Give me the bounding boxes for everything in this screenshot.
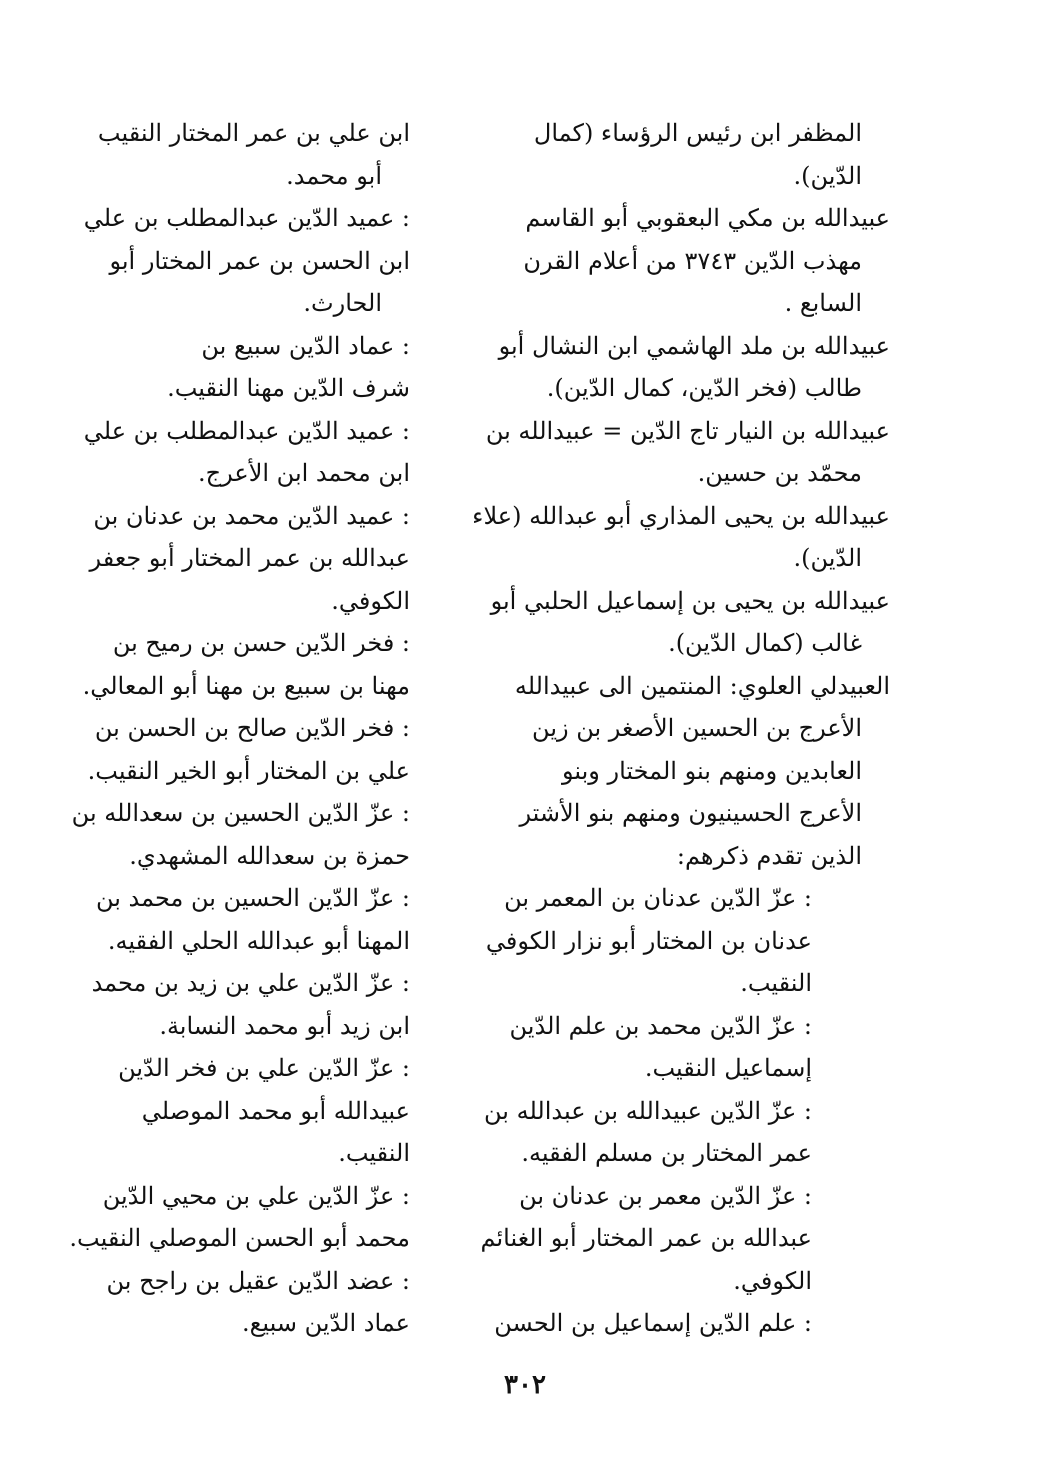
text-line: مهذب الدّين ٣٧٤٣ من أعلام القرن (523, 246, 862, 275)
text-line: الكوفي. (331, 586, 410, 615)
text-line: أبو محمد. (286, 161, 382, 190)
text-line: العابدين ومنهم بنو المختار وبنو (561, 756, 862, 785)
text-line: العبيدلي العلوي: المنتمين الى عبيدالله (514, 671, 890, 700)
text-line: الذين تقدم ذكرهم: (676, 841, 862, 870)
text-line: عبدالله بن عمر المختار أبو جعفر (89, 544, 410, 572)
text-line: : عضد الدّين عقيل بن راجح بن (106, 1266, 410, 1295)
text-line: عبيدالله بن يحيى المذاري أبو عبدالله (علاء (472, 501, 890, 530)
text-line: غالب (كمال الدّين). (668, 629, 862, 657)
text-line: ابن زيد أبو محمد النسابة. (159, 1011, 410, 1040)
text-line: الدّين). (793, 161, 862, 190)
text-line: ابن محمد ابن الأعرج. (198, 459, 410, 487)
text-line: : فخر الدّين صالح بن الحسن بن (94, 714, 410, 742)
text-line: المظفر ابن رئيس الرؤساء (كمال (533, 119, 862, 147)
text-line: النقيب. (338, 1139, 410, 1167)
text-line: : عزّ الدّين علي بن فخر الدّين (118, 1054, 410, 1082)
text-line: إسماعيل النقيب. (644, 1054, 812, 1082)
text-line: مهنا بن سبيع بن مهنا أبو المعالي. (82, 671, 410, 700)
text-line: عبيدالله أبو محمد الموصلي (141, 1096, 410, 1125)
text-line: : عزّ الدّين الحسين بن محمد بن (95, 884, 410, 912)
text-line: طالب (فخر الدّين، كمال الدّين). (546, 374, 862, 402)
text-line: الحارث. (303, 289, 382, 317)
text-line: ابن الحسن بن عمر المختار أبو (109, 246, 410, 275)
text-line: الكوفي. (733, 1266, 812, 1295)
text-line: الأعرج الحسينيون ومنهم بنو الأشتر (519, 799, 862, 827)
text-line: السابع . (784, 289, 862, 317)
text-line: حمزة بن سعدالله المشهدي. (129, 841, 410, 870)
text-line: : عميد الدّين عبدالمطلب بن علي (83, 416, 410, 445)
text-line: محمّد بن حسين. (697, 459, 862, 487)
left-column (69, 112, 410, 1345)
text-line: عبيدالله بن مكي البعقوبي أبو القاسم (525, 204, 890, 232)
text-line: : عزّ الدّين الحسين بن سعدالله بن (71, 799, 410, 827)
text-line: : عميد الدّين محمد بن عدنان بن (93, 501, 410, 530)
text-line: : فخر الدّين حسن بن رميح بن (112, 629, 410, 657)
text-line: : علم الدّين إسماعيل بن الحسن (494, 1309, 812, 1337)
right-column (472, 112, 890, 1345)
text-line: : عزّ الدّين علي بن محيي الدّين (102, 1181, 410, 1210)
text-line: الدّين). (793, 544, 862, 572)
text-line: محمد أبو الحسن الموصلي النقيب. (69, 1224, 410, 1252)
text-line: : عزّ الدّين علي بن زيد بن محمد (91, 969, 410, 997)
text-line: : عزّ الدّين عدنان بن المعمر بن (504, 884, 812, 912)
text-line: : عزّ الدّين عبيدالله بن عبدالله بن (484, 1096, 812, 1125)
text-line: علي بن المختار أبو الخير النقيب. (87, 756, 410, 785)
text-line: شرف الدّين مهنا النقيب. (167, 374, 410, 402)
text-line: : عزّ الدّين معمر بن عدنان بن (519, 1181, 812, 1210)
text-line: ابن علي بن عمر المختار النقيب (97, 119, 410, 147)
text-line: : عزّ الدّين محمد بن علم الدّين (509, 1011, 812, 1040)
text-line: الأعرج بن الحسين الأصغر بن زين (532, 714, 862, 742)
text-line: النقيب. (740, 969, 812, 997)
text-line: عبيدالله بن يحيى بن إسماعيل الحلبي أبو (490, 586, 890, 615)
text-line: عبيدالله بن ملد الهاشمي ابن النشال أبو (498, 331, 890, 360)
text-line: عماد الدّين سبيع. (242, 1309, 410, 1337)
text-line: : عماد الدّين سبيع بن (201, 331, 410, 360)
text-line: عمر المختار بن مسلم الفقيه. (521, 1139, 812, 1167)
text-line: عدنان بن المختار أبو نزار الكوفي (485, 926, 812, 955)
text-line: عبيدالله بن النيار تاج الدّين = عبيدالله بن (485, 416, 890, 445)
text-line: عبدالله بن عمر المختار أبو الغنائم (480, 1224, 812, 1252)
text-line: : عميد الدّين عبدالمطلب بن علي (83, 204, 410, 232)
page-number: ٣٠٢ (504, 1370, 546, 1400)
text-line: المهنا أبو عبدالله الحلي الفقيه. (107, 926, 410, 955)
